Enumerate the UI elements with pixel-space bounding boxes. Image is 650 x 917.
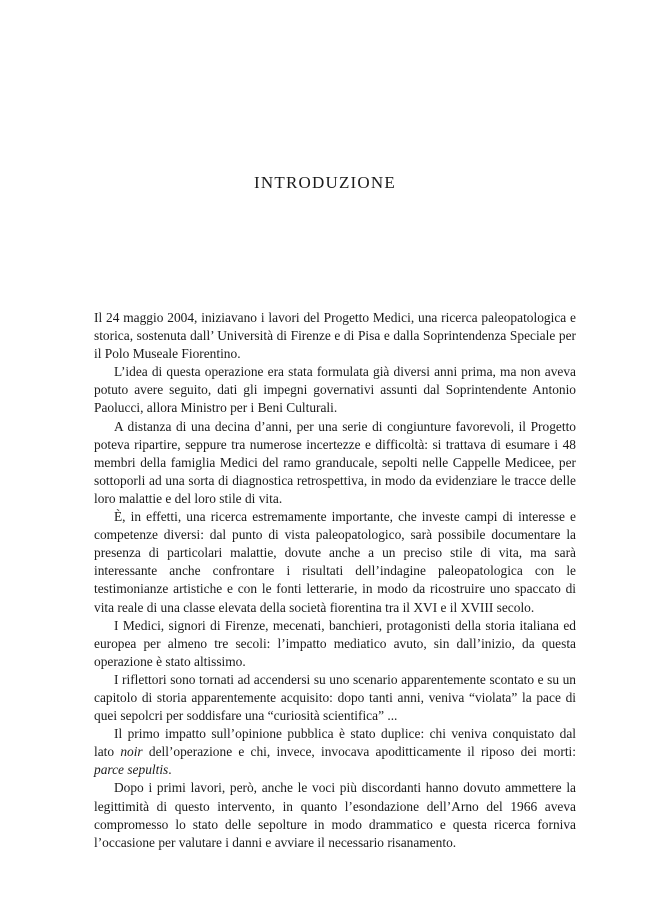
paragraph-1 <box>94 309 576 363</box>
paragraph-7-text-a: Il primo impatto sull’opinione pubblica è stato duplice: chi veniva conquistato dal lato <box>94 726 576 760</box>
italic-term-parce-sepultis: parce sepultis <box>94 762 169 778</box>
paragraph-6-text: I riflettori sono tornati ad accendersi su uno scenario apparentemente scontato e su un capitolo di storia apparentemente acquisito: dopo tanti anni, veniva “violata” la pace di quei sepolcri per soddisfare una “curiosità scientifica” ... <box>94 671 576 724</box>
paragraph-8 <box>94 779 576 851</box>
body-text <box>94 309 576 852</box>
paragraph-4-text: È, in effetti, una ricerca estremamente importante, che investe campi di interesse e competenze diversi: dal punto di vista paleopatologico, sarà possibile documentare la presenza di particolari malattie, dovute anche a un preciso stile di vita, ma sarà interessante anche confrontare i risultati dell’indagine paleopatologica con le testimonianze artistiche e con le fonti letterarie, in modo da ricostruire uno spaccato di vita reale di una classe elevata della società fiorentina tra il XVI e il XVIII secolo. <box>94 509 576 615</box>
paragraph-3 <box>94 418 576 508</box>
paragraph-2 <box>94 363 576 417</box>
paragraph-2-text: L’idea di questa operazione era stata formulata già diversi anni prima, ma non aveva potuto avere seguito, dati gli impegni governativi assunti dal Soprintendente Antonio Paolucci, allora Ministro per i Beni Culturali. <box>94 364 576 416</box>
italic-term-noir: noir <box>120 744 143 760</box>
paragraph-1-text: Il 24 maggio 2004, iniziavano i lavori del Progetto Medici, una ricerca paleopatologica e storica, sostenuta dall’ Università di Firenze e di Pisa e dalla Soprintendenza Speciale per il Polo Museale Fiorentino. <box>94 310 576 362</box>
paragraph-3-text: A distanza di una decina d’anni, per una serie di congiunture favorevoli, il Progetto poteva ripartire, seppure tra numerose incertezze e difficoltà: si trattava di esumare i 48 membri della famiglia Medici del ramo granducale, sepolti nelle Cappelle Medicee, per sottoporli ad una sorta di diagnostica retrospettiva, in modo da evidenziare le tracce delle loro malattie e del loro stile di vita. <box>94 418 576 506</box>
paragraph-7 <box>94 725 576 779</box>
page-title: INTRODUZIONE <box>254 173 396 192</box>
paragraph-5 <box>94 617 576 671</box>
paragraph-7-text-c: . <box>168 762 172 778</box>
paragraph-8-text: Dopo i primi lavori, però, anche le voci più discordanti hanno dovuto ammettere la legittimità di questo intervento, in quanto l’esondazione dell’Arno del 1966 aveva compromesso lo stato delle sepolture in modo drammatico e questa ricerca forniva l’occasione per valutare i danni e avviare il necessario risanamento. <box>94 780 576 850</box>
paragraph-5-text: I Medici, signori di Firenze, mecenati, banchieri, protagonisti della storia italiana ed europea per almeno tre secoli: l’impatto mediatico avuto, sin dall’inizio, da questa operazione è stato altissimo. <box>94 617 576 669</box>
paragraph-4 <box>94 508 576 617</box>
paragraph-6 <box>94 671 576 725</box>
paragraph-7-text-b: dell’operazione e chi, invece, invocava apoditticamente il riposo dei morti: <box>142 744 576 760</box>
